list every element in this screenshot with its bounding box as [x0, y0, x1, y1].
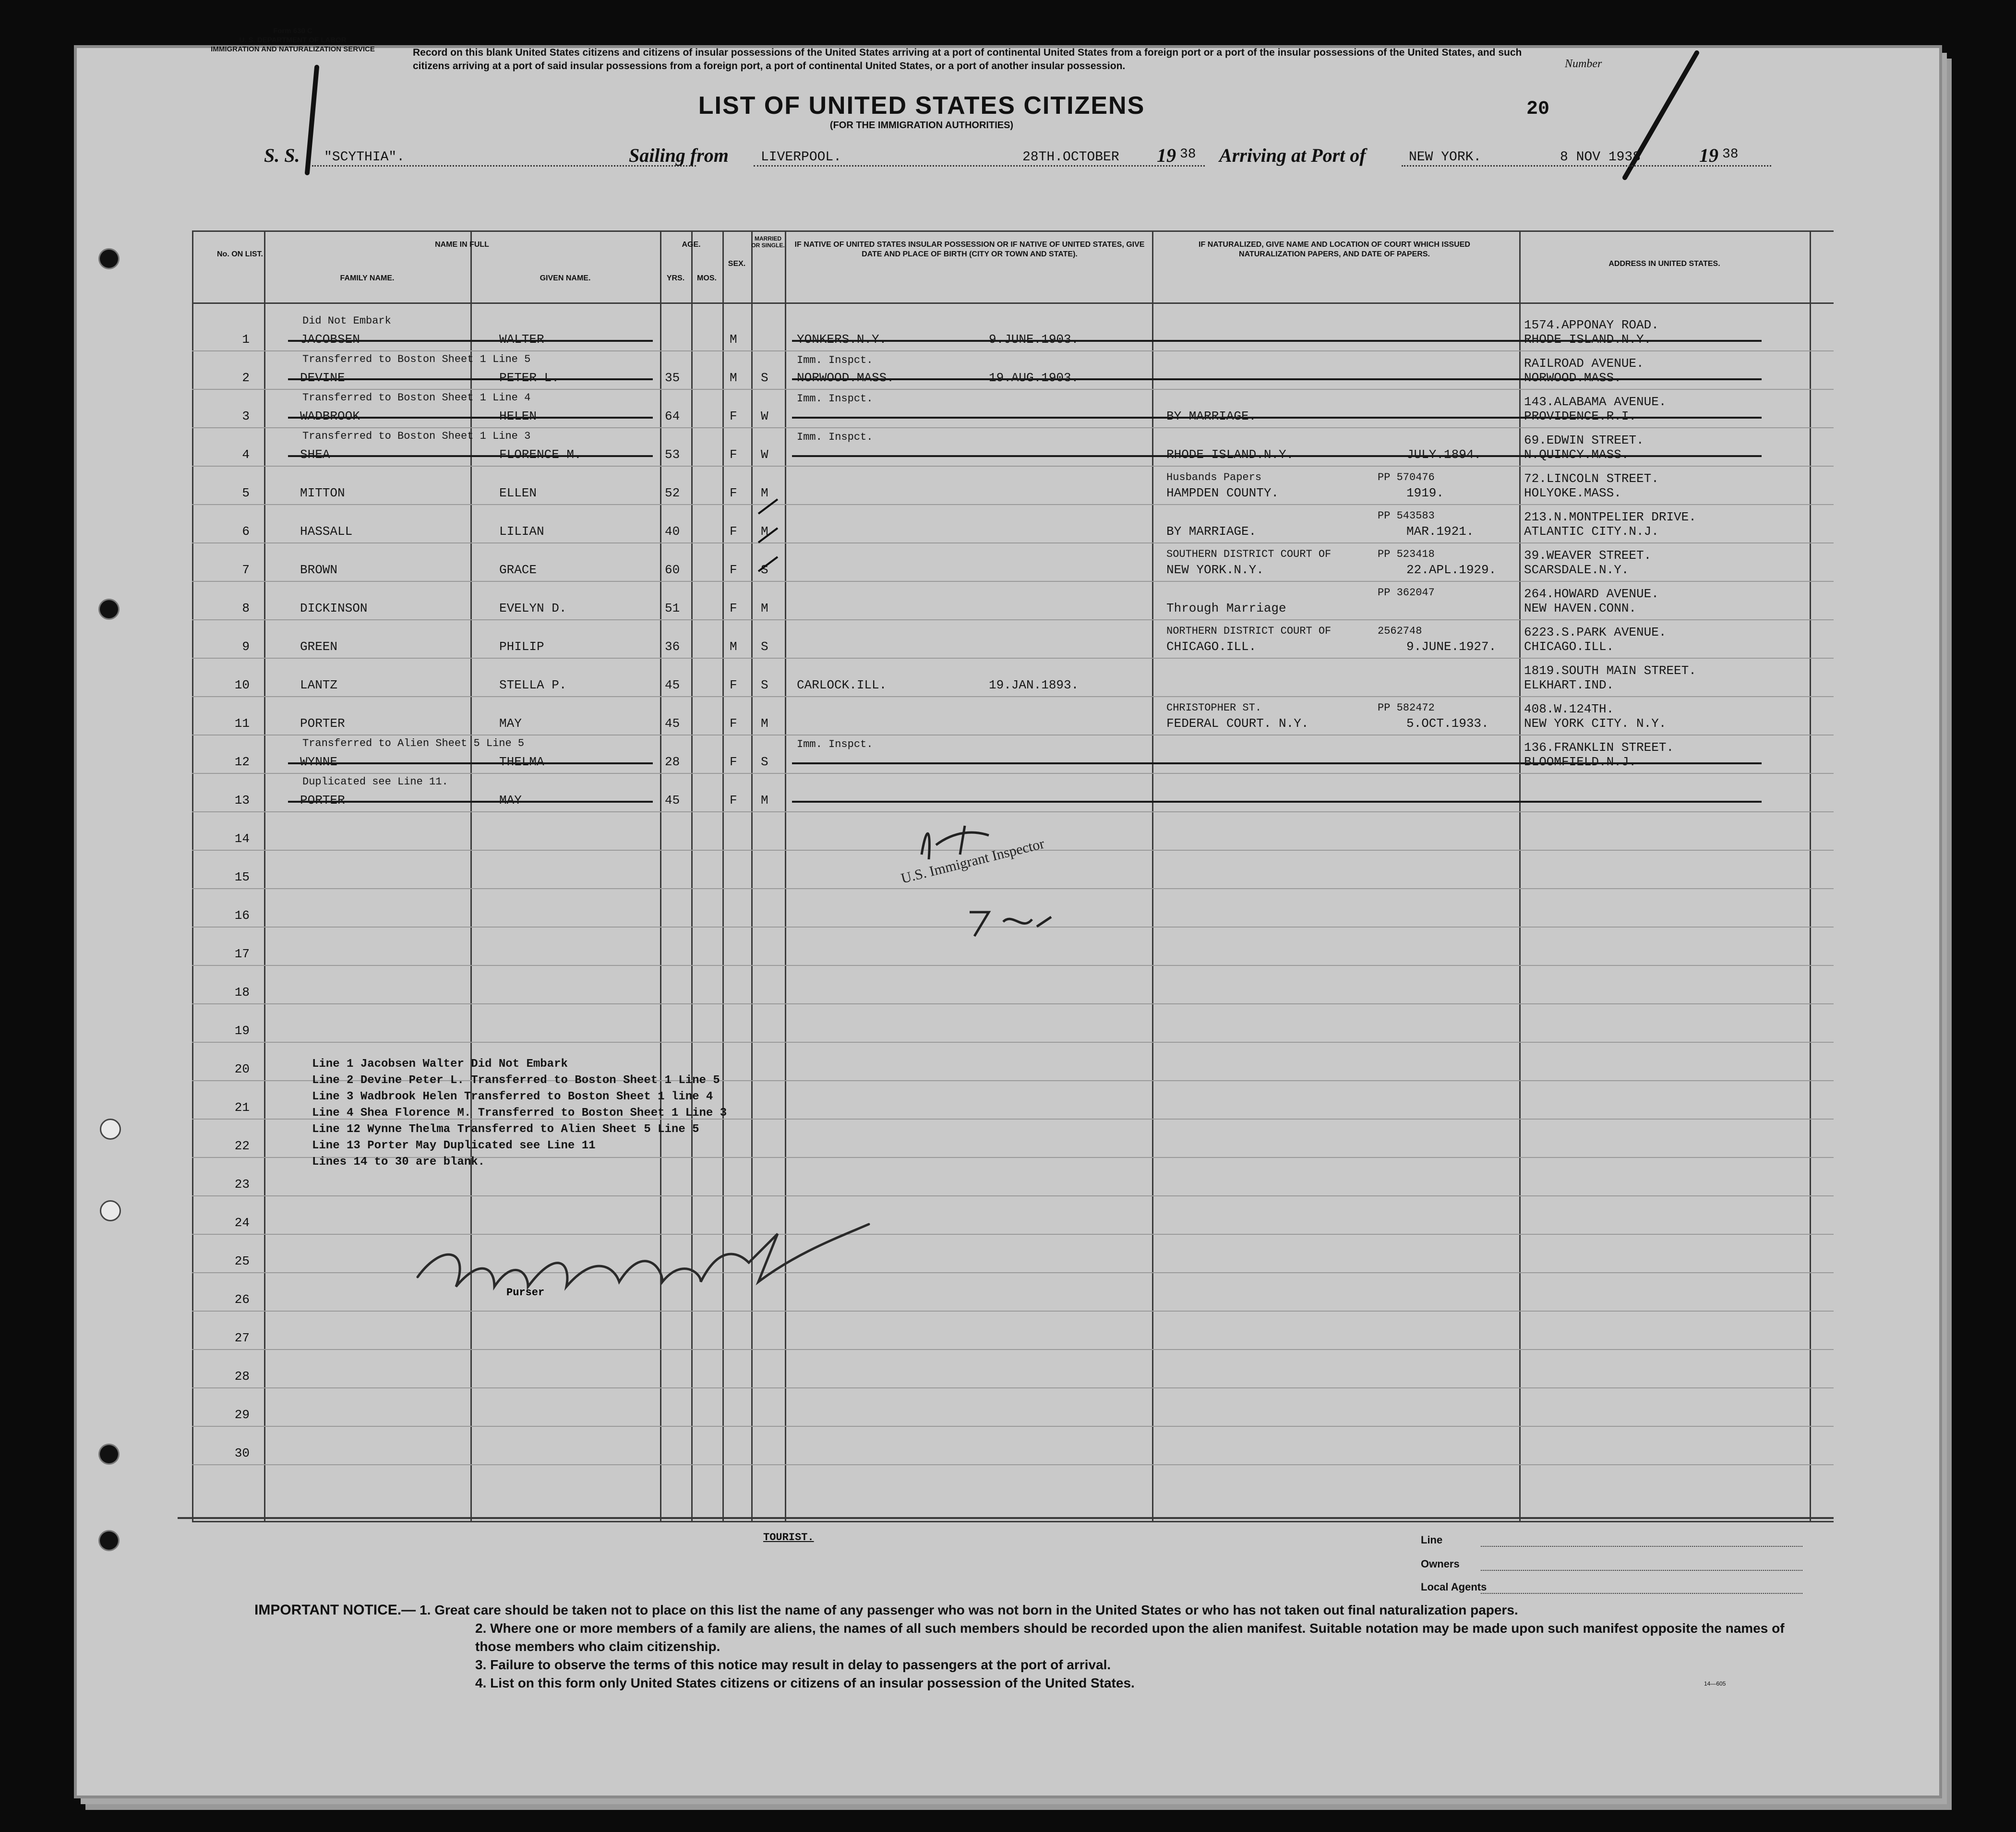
address-line-1: 1574.APPONAY ROAD.: [1524, 318, 1659, 332]
row-rule: [192, 1311, 1834, 1312]
age-years: 40: [665, 524, 680, 539]
column-mos-header: MOS.: [697, 274, 717, 282]
line-number: 24: [234, 1216, 250, 1230]
naturalization-date: 9.JUNE.1927.: [1406, 639, 1497, 654]
age-years: 28: [665, 755, 680, 769]
line-number: 19: [234, 1024, 250, 1038]
notice-item: 3. Failure to observe the terms of this notice may result in delay to passengers at the port of arrival.: [475, 1657, 1111, 1672]
line-number: 3: [242, 409, 250, 423]
family-name: JACOBSEN: [300, 332, 360, 347]
given-name: THELMA: [499, 755, 544, 769]
sex-value: M: [730, 639, 737, 654]
naturalization-date: JULY.1894.: [1406, 447, 1482, 462]
naturalization-line-2: HAMPDEN COUNTY.: [1166, 486, 1279, 500]
address-line-2: NORWOOD.MASS.: [1524, 371, 1621, 385]
agents-label: Local Agents: [1421, 1581, 1487, 1593]
owners-label: Owners: [1421, 1558, 1460, 1570]
strike-through: [288, 455, 653, 457]
voyage-line: [197, 144, 1781, 182]
naturalization-date: MAR.1921.: [1406, 524, 1474, 539]
line-number: 1: [242, 332, 250, 347]
strike-through: [792, 801, 1762, 803]
agents-field: [1481, 1593, 1802, 1594]
age-years: 45: [665, 716, 680, 731]
form-code: 14—605: [1704, 1680, 1726, 1687]
naturalization-line-2: CHICAGO.ILL.: [1166, 639, 1257, 654]
punch-hole: [100, 1200, 121, 1221]
line-number: 17: [234, 947, 250, 961]
address-line-2: RHODE ISLAND.N.Y.: [1524, 332, 1652, 347]
row-rule: [192, 1426, 1834, 1427]
line-number: 8: [242, 601, 250, 615]
age-years: 45: [665, 793, 680, 808]
line-label: Line: [1421, 1534, 1443, 1546]
address-line-2: ATLANTIC CITY.N.J.: [1524, 524, 1659, 539]
department-name: U. S. DEPARTMENT OF LABOR: [239, 36, 347, 44]
marital-status: S: [761, 755, 768, 769]
number-label: Number: [1565, 58, 1602, 70]
given-name: MAY: [499, 716, 522, 731]
line-number: 21: [234, 1100, 250, 1115]
ship-name: "SCYTHIA".: [324, 150, 405, 165]
given-name: STELLA P.: [499, 678, 567, 692]
family-name: WADBROOK: [300, 409, 360, 423]
address-line-1: RAILROAD AVENUE.: [1524, 356, 1644, 371]
line-number: 22: [234, 1139, 250, 1153]
marital-status: M: [761, 716, 768, 731]
sailing-date: 28TH.OCTOBER: [1022, 150, 1119, 165]
naturalization-line-1: SOUTHERN DISTRICT COURT OF: [1166, 548, 1332, 560]
row-rule: [192, 542, 1834, 543]
strike-through: [288, 762, 653, 764]
naturalization-line-2: BY MARRIAGE.: [1166, 524, 1257, 539]
footer-rule: [178, 1517, 1834, 1519]
age-years: 36: [665, 639, 680, 654]
line-number: 16: [234, 908, 250, 923]
line-number: 18: [234, 985, 250, 1000]
sex-value: F: [730, 409, 737, 423]
line-number: 13: [234, 793, 250, 808]
strike-through: [288, 417, 653, 419]
punch-hole: [100, 250, 118, 268]
notice-heading: IMPORTANT NOTICE.—: [254, 1602, 416, 1618]
given-name: ELLEN: [499, 486, 537, 500]
age-years: 35: [665, 371, 680, 385]
given-name: EVELYN D.: [499, 601, 567, 615]
naturalization-line-2: Through Marriage: [1166, 601, 1286, 615]
address-line-1: 1819.SOUTH MAIN STREET.: [1524, 663, 1696, 678]
row-rule: [192, 1003, 1834, 1004]
marital-status: M: [761, 601, 768, 615]
arrival-port: NEW YORK.: [1409, 150, 1482, 165]
owners-field: [1481, 1570, 1802, 1571]
travel-class: TOURIST.: [763, 1531, 814, 1543]
marital-status: S: [761, 563, 768, 577]
sex-value: F: [730, 601, 737, 615]
marital-status: S: [761, 678, 768, 692]
line-number: 30: [234, 1446, 250, 1460]
row-rule: [192, 696, 1834, 697]
column-sex-header: SEX.: [728, 260, 746, 268]
given-name: MAY: [499, 793, 522, 808]
row-rule: [192, 1042, 1834, 1043]
column-age-header: AGE.: [682, 241, 701, 249]
naturalization-reference: PP 523418: [1378, 548, 1435, 560]
punch-hole: [100, 600, 118, 618]
row-rule: [192, 1349, 1834, 1350]
punch-hole: [100, 1445, 118, 1463]
family-name: SHEA: [300, 447, 330, 462]
naturalization-reference: PP 543583: [1378, 510, 1435, 522]
line-number: 26: [234, 1292, 250, 1307]
naturalization-line-2: BY MARRIAGE.: [1166, 409, 1257, 423]
birth-date: 9.JUNE.1903.: [989, 332, 1079, 347]
family-name: WYNNE: [300, 755, 338, 769]
strike-through: [288, 801, 653, 803]
naturalization-line-1: CHRISTOPHER ST.: [1166, 702, 1262, 714]
inspection-note: Imm. Inspct.: [797, 354, 873, 366]
row-rule: [192, 965, 1834, 966]
row-rule: [192, 1387, 1834, 1388]
punch-hole: [100, 1531, 118, 1550]
row-annotation: Transferred to Boston Sheet 1 Line 5: [302, 353, 531, 365]
naturalization-line-2: RHODE ISLAND.N.Y.: [1166, 447, 1294, 462]
ditto-check-marks: [744, 480, 792, 576]
sailing-from: LIVERPOOL.: [761, 150, 842, 165]
row-annotation: Transferred to Boston Sheet 1 Line 4: [302, 392, 531, 404]
given-name: PETER L.: [499, 371, 559, 385]
age-years: 51: [665, 601, 680, 615]
line-number: 9: [242, 639, 250, 654]
line-number: 10: [234, 678, 250, 692]
line-number: 27: [234, 1331, 250, 1345]
naturalization-reference: 2562748: [1378, 625, 1422, 637]
summary-note: Line 2 Devine Peter L. Transferred to Boston Sheet 1 Line 5: [312, 1074, 720, 1087]
address-line-1: 136.FRANKLIN STREET.: [1524, 740, 1674, 755]
inspection-note: Imm. Inspct.: [797, 431, 873, 443]
naturalization-date: 5.OCT.1933.: [1406, 716, 1489, 731]
line-number: 23: [234, 1177, 250, 1192]
address-line-2: NEW YORK CITY. N.Y.: [1524, 716, 1667, 731]
row-rule: [192, 504, 1834, 505]
naturalization-date: 1919.: [1406, 486, 1444, 500]
family-name: PORTER: [300, 716, 345, 731]
address-line-2: HOLYOKE.MASS.: [1524, 486, 1621, 500]
sex-value: F: [730, 563, 737, 577]
arrival-year-prefix: 19: [1699, 145, 1718, 166]
marital-status: S: [761, 639, 768, 654]
row-annotation: Duplicated see Line 11.: [302, 776, 448, 788]
strike-through: [792, 378, 1762, 380]
marital-status: W: [761, 409, 768, 423]
sex-value: F: [730, 678, 737, 692]
strike-through: [288, 340, 653, 342]
row-rule: [192, 389, 1834, 390]
marital-status: M: [761, 524, 768, 539]
column-no-header: No. ON LIST.: [217, 250, 263, 258]
family-name: LANTZ: [300, 678, 338, 692]
form-instructions: Record on this blank United States citizens and citizens of insular possessions of the United States arriving at a port of continental United States from a foreign port or a port of the insular possessions of the United States, and such citizens arriving at a port of said insular possessions from a foreign port, a port of continental United States, or a port of another insular possession.: [413, 47, 1522, 72]
sex-value: F: [730, 793, 737, 808]
row-rule: [192, 466, 1834, 467]
address-line-2: BLOOMFIELD.N.J.: [1524, 755, 1637, 769]
strike-through: [792, 417, 1762, 419]
punch-hole: [100, 1119, 121, 1140]
address-line-1: 264.HOWARD AVENUE.: [1524, 587, 1659, 601]
naturalization-reference: PP 582472: [1378, 702, 1435, 714]
sex-value: F: [730, 755, 737, 769]
sex-value: M: [730, 371, 737, 385]
naturalization-line-1: NORTHERN DISTRICT COURT OF: [1166, 625, 1332, 637]
row-rule: [192, 427, 1834, 428]
marital-status: W: [761, 447, 768, 462]
year-suffix: 38: [1180, 147, 1196, 162]
given-name: HELEN: [499, 409, 537, 423]
line-number: 20: [234, 1062, 250, 1076]
inspection-note: Imm. Inspct.: [797, 393, 873, 405]
birth-date: 19.AUG.1903.: [989, 371, 1079, 385]
line-number: 6: [242, 524, 250, 539]
sex-value: F: [730, 486, 737, 500]
address-line-2: PROVIDENCE.R.I.: [1524, 409, 1637, 423]
row-rule: [192, 350, 1834, 351]
sex-value: F: [730, 447, 737, 462]
summary-notes: [312, 1056, 727, 1170]
given-name: GRACE: [499, 563, 537, 577]
purser-label: Purser: [506, 1287, 545, 1299]
column-address-header: ADDRESS IN UNITED STATES.: [1608, 260, 1720, 268]
line-number: 11: [234, 716, 250, 731]
line-number: 4: [242, 447, 250, 462]
address-line-2: SCARSDALE.N.Y.: [1524, 563, 1629, 577]
marital-status: M: [761, 486, 768, 500]
line-number: 7: [242, 563, 250, 577]
family-name: GREEN: [300, 639, 338, 654]
summary-note: Line 13 Porter May Duplicated see Line 11: [312, 1139, 596, 1152]
page-subtitle: (FOR THE IMMIGRATION AUTHORITIES): [829, 120, 1014, 131]
sex-value: F: [730, 524, 737, 539]
address-line-2: NEW HAVEN.CONN.: [1524, 601, 1637, 615]
given-name: PHILIP: [499, 639, 544, 654]
row-rule: [192, 1464, 1834, 1465]
family-name: HASSALL: [300, 524, 353, 539]
family-name: MITTON: [300, 486, 345, 500]
line-number: 15: [234, 870, 250, 884]
line-number: 2: [242, 371, 250, 385]
column-given-name-header: GIVEN NAME.: [540, 274, 591, 282]
page-title: LIST OF UNITED STATES CITIZENS: [698, 92, 1145, 120]
address-line-1: 408.W.124TH.: [1524, 702, 1614, 716]
strike-through: [792, 455, 1762, 457]
address-line-1: 72.LINCOLN STREET.: [1524, 471, 1659, 486]
marital-status: M: [761, 793, 768, 808]
address-line-1: 69.EDWIN STREET.: [1524, 433, 1644, 447]
sailing-underline: [754, 165, 1205, 167]
family-name: BROWN: [300, 563, 338, 577]
row-annotation: Did Not Embark: [302, 315, 391, 327]
line-number: 28: [234, 1369, 250, 1384]
row-rule: [192, 581, 1834, 582]
age-years: 64: [665, 409, 680, 423]
age-years: 45: [665, 678, 680, 692]
line-number: 25: [234, 1254, 250, 1268]
service-name: IMMIGRATION AND NATURALIZATION SERVICE: [211, 45, 375, 53]
address-line-1: 6223.S.PARK AVENUE.: [1524, 625, 1667, 639]
address-line-1: 39.WEAVER STREET.: [1524, 548, 1652, 563]
summary-note: Line 1 Jacobsen Walter Did Not Embark: [312, 1058, 568, 1071]
inspector-signature-stamp: [893, 816, 1123, 941]
strike-through: [288, 378, 653, 380]
naturalization-line-2: FEDERAL COURT. N.Y.: [1166, 716, 1309, 731]
family-name: PORTER: [300, 793, 345, 808]
notice-item: 2. Where one or more members of a family are aliens, the names of all such members should be recorded upon the alien manifest. Suitable notation may be made upon such manifest opposite the names of those members who claim citizenship.: [475, 1621, 1785, 1654]
year-prefix: 19: [1157, 145, 1176, 166]
sex-value: M: [730, 332, 737, 347]
line-number: 5: [242, 486, 250, 500]
sheet-number: 20: [1526, 98, 1550, 120]
arriving-label: Arriving at Port of: [1219, 145, 1366, 166]
column-name-header: NAME IN FULL: [435, 241, 489, 249]
address-line-1: 213.N.MONTPELIER DRIVE.: [1524, 510, 1696, 524]
column-naturalized-header: IF NATURALIZED, GIVE NAME AND LOCATION OF COURT WHICH ISSUED NATURALIZATION PAPERS, AND DATE OF PAPERS.: [1199, 241, 1470, 258]
birth-place: NORWOOD.MASS.: [797, 371, 894, 385]
given-name: LILIAN: [499, 524, 544, 539]
ss-label: S. S.: [264, 145, 300, 166]
sex-value: F: [730, 716, 737, 731]
arrival-date-stamp: 8 NOV 1938: [1560, 150, 1641, 165]
arrival-year-suffix: 38: [1722, 147, 1739, 162]
form-identification: [173, 26, 413, 54]
naturalization-line-2: NEW YORK.N.Y.: [1166, 563, 1264, 577]
strike-through: [792, 762, 1762, 764]
summary-note: Lines 14 to 30 are blank.: [312, 1156, 485, 1169]
summary-note: Line 12 Wynne Thelma Transferred to Alien Sheet 5 Line 5: [312, 1123, 699, 1136]
column-native-header: IF NATIVE OF UNITED STATES INSULAR POSSESSION OR IF NATIVE OF UNITED STATES, GIVE DATE AND PLACE OF BIRTH (CITY OR TOWN AND STATE).: [794, 241, 1145, 258]
important-notice: [254, 1601, 1819, 1692]
line-number: 14: [234, 832, 250, 846]
notice-item: 1. Great care should be taken not to place on this list the name of any passenger who was not born in the United States or who has not taken out final naturalization papers.: [420, 1603, 1518, 1617]
notice-item: 4. List on this form only United States citizens or citizens of an insular possession of the United States.: [475, 1675, 1135, 1690]
inspector-stamp-text: U.S. Immigrant Inspector: [899, 835, 1046, 887]
column-married-header: MARRIED OR SINGLE.: [751, 235, 785, 249]
line-number: 12: [234, 755, 250, 769]
naturalization-date: 22.APL.1929.: [1406, 563, 1497, 577]
column-yrs-header: YRS.: [666, 274, 685, 282]
address-line-2: ELKHART.IND.: [1524, 678, 1614, 692]
address-line-2: N.QUINCY.MASS.: [1524, 447, 1629, 462]
given-name: WALTER: [499, 332, 544, 347]
given-name: FLORENCE M.: [499, 447, 582, 462]
naturalization-reference: PP 362047: [1378, 587, 1435, 599]
marital-status: S: [761, 371, 768, 385]
line-number: 29: [234, 1408, 250, 1422]
line-field: [1481, 1546, 1802, 1547]
age-years: 53: [665, 447, 680, 462]
naturalization-line-1: Husbands Papers: [1166, 471, 1262, 483]
address-line-2: CHICAGO.ILL.: [1524, 639, 1614, 654]
row-rule: [192, 773, 1834, 774]
summary-note: Line 3 Wadbrook Helen Transferred to Boston Sheet 1 line 4: [312, 1090, 713, 1103]
form-number: Form 630 C: [273, 27, 312, 35]
row-rule: [192, 658, 1834, 659]
inspection-note: Imm. Inspct.: [797, 738, 873, 750]
row-annotation: Transferred to Boston Sheet 1 Line 3: [302, 430, 531, 442]
summary-note: Line 4 Shea Florence M. Transferred to Boston Sheet 1 Line 3: [312, 1107, 727, 1120]
address-line-1: 143.ALABAMA AVENUE.: [1524, 395, 1667, 409]
naturalization-reference: PP 570476: [1378, 471, 1435, 483]
row-annotation: Transferred to Alien Sheet 5 Line 5: [302, 737, 525, 749]
sailing-label: Sailing from: [629, 145, 729, 166]
birth-place: CARLOCK.ILL.: [797, 678, 887, 692]
family-name: DICKINSON: [300, 601, 368, 615]
age-years: 60: [665, 563, 680, 577]
birth-date: 19.JAN.1893.: [989, 678, 1079, 692]
family-name: DEVINE: [300, 371, 345, 385]
birth-place: YONKERS.N.Y.: [797, 332, 887, 347]
row-rule: [192, 811, 1834, 812]
row-rule: [192, 619, 1834, 620]
purser-signature: [413, 1215, 874, 1301]
row-rule: [192, 1195, 1834, 1196]
column-family-name-header: FAMILY NAME.: [340, 274, 395, 282]
age-years: 52: [665, 486, 680, 500]
strike-through: [792, 340, 1762, 342]
